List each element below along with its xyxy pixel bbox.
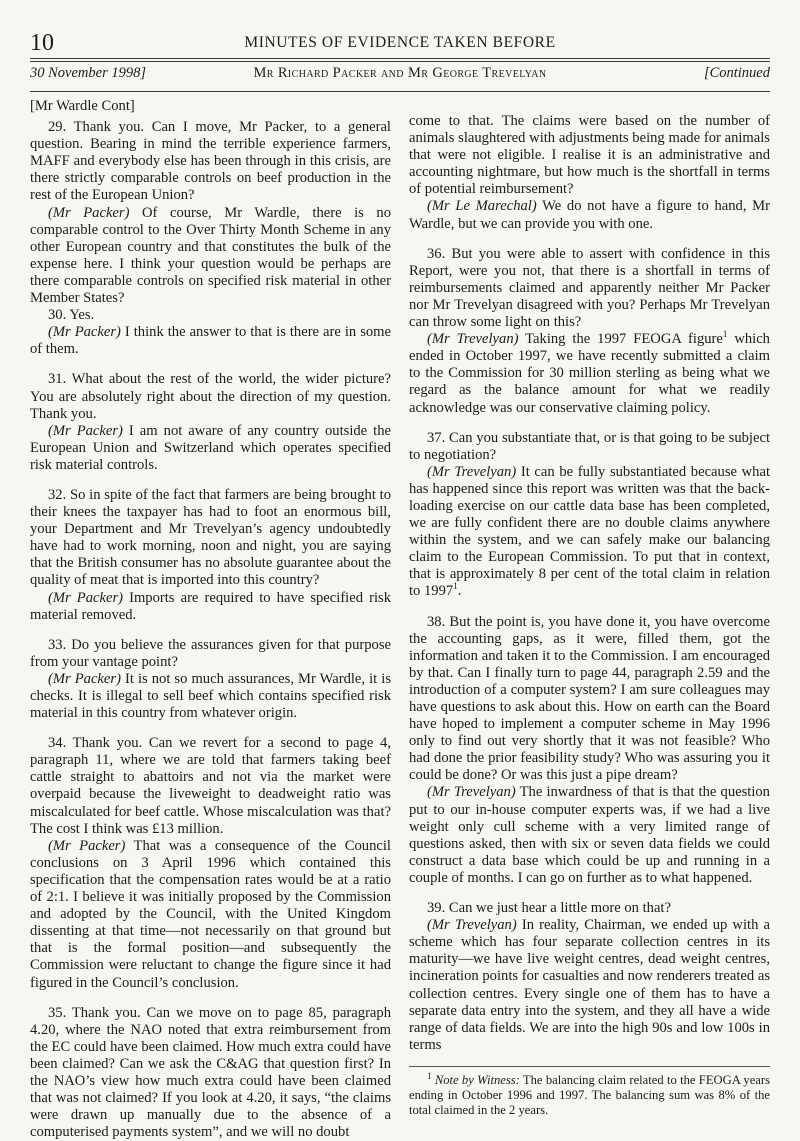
speaker: (Mr Trevelyan): [427, 784, 516, 801]
answer-text: Taking the 1997 FEOGA figure: [518, 331, 723, 348]
footnote-ref: 1: [453, 581, 458, 592]
speaker: (Mr Trevelyan): [427, 917, 517, 934]
footnote-label: Note by Witness:: [434, 1072, 520, 1087]
answer-text: That was a consequence of the Council conclusions on 3 April 1996 which contained this specification that the compensation rates would be at a ratio of 2:1. I believe it was initially proposed by the Commission and adopted by the Council, with the United Kingdom dissenting at that time—not necessarily on that ground but that is the formal position—and subsequently the Commission were reluctant to change the figure since it had figured in the Council’s conclusion.: [30, 837, 391, 991]
speaker: (Mr Le Marechal): [427, 198, 537, 215]
answer-text: which ended in October 1997, we have recently submitted a claim to the Commission for 30 million sterling as being what we regard as the balance amount for what we readily acknowledge was our conservative claiming policy.: [409, 331, 770, 416]
speaker: (Mr Packer): [48, 670, 121, 687]
footnote-text: The balancing claim related to the FEOGA years ending in October 1996 and 1997. The balancing sum was 8% of the total claimed in the 2 years.: [409, 1072, 770, 1117]
answer-text: It can be fully substantiated because what has happened since this report was written was that the back-loading exercise on our cattle data base has been completed, we are fully confident there are no double claims anywhere within the system, and we can safely make our balancing claim to the European Commission. To put that in context, that is approximately 8 per cent of the total claim in relation to 1997: [409, 463, 770, 600]
answer-34: [30, 838, 391, 992]
question-32: 32. So in spite of the fact that farmers are being brought to their knees the taxpayer has had to foot an enormous bill, your Department and Mr Trevelyan’s agency undoubtedly have had to work morning, noon and night, you are saying that the British consumer has no absolute guarantee about the quality of meat that is imported into this country?: [30, 486, 391, 589]
page-header: [30, 30, 770, 54]
answer-text: Imports are required to have specified risk material removed.: [30, 589, 391, 623]
continuation-label: [Mr Wardle Cont]: [30, 98, 135, 114]
right-column: [409, 98, 770, 1118]
question-37: 37. Can you substantiate that, or is that going to be subject to negotiation?: [409, 429, 770, 463]
answer-39: [409, 917, 770, 1054]
answer-38: [409, 784, 770, 887]
answer-text: We do not have a figure to hand, Mr Wardle, but we can provide you with one.: [409, 198, 770, 232]
session-line: [30, 65, 770, 87]
speaker: (Mr Packer): [48, 204, 130, 221]
answer-text: Of course, Mr Wardle, there is no comparable control to the Over Thirty Month Scheme in any other European country and that constitutes the bulk of the expense here. I think your question would be perhaps are there comparable controls on specified risk material in other Member States?: [30, 204, 391, 307]
question-34: 34. Thank you. Can we revert for a second to page 4, paragraph 11, where we are told that farmers taking beef cattle straight to abattoirs and not via the market were overpaid because the liveweight to deadweight ratio was miscalculated for beef cattle. Whose miscalculation was that? The cost I think was £13 million.: [30, 735, 391, 837]
question-31: 31. What about the rest of the world, the wider picture? You are absolutely right about the direction of my question. Thank you.: [30, 371, 391, 422]
speaker: (Mr Trevelyan): [427, 463, 517, 480]
question-33: 33. Do you believe the assurances given for that purpose from your vantage point?: [30, 636, 391, 670]
answer-36: [409, 331, 770, 416]
witness-names: Mr Richard Packer and Mr George Trevelyan: [253, 65, 547, 81]
answer-text: I am not aware of any country outside the European Union and Switzerland which operates specified risk material controls.: [30, 422, 392, 473]
question-36: 36. But you were able to assert with confidence in this Report, were you not, that there is a shortfall in terms of reimbursements claimed and apparently neither Mr Packer nor Mr Trevelyan disagreed with you? Perhaps Mr Trevelyan can throw some light on this?: [409, 245, 770, 331]
answer-29: [30, 205, 391, 308]
question-35: 35. Thank you. Can we move on to page 85, paragraph 4.20, where the NAO noted that extra reimbursement from the EC could have been claimed. How much extra could have been claimed? Can we ask the C&AG that question first? In the NAO’s view how much extra could have been claimed that was not claimed? If you look at 4.20, it says, “the claims were drawn up manually due to the absence of a computerised payments system”, and we will no doubt: [30, 1004, 391, 1141]
footnote: [409, 1070, 770, 1118]
question-35-continued: come to that. The claims were based on the number of animals slaughtered with adjustments being made for animals that were not eligible. I realise it is an administrative and accounting nightmare, but how much is the shortfall in terms of potential reimbursement?: [409, 113, 770, 198]
answer-text: I think the answer to that is there are in some of them.: [30, 324, 392, 358]
answer-text: .: [457, 583, 462, 600]
answer-text: It is not so much assurances, Mr Wardle, it is checks. It is illegal to sell beef which contains specified risk material in this country from whatever origin.: [30, 670, 391, 722]
answer-37: [409, 464, 770, 601]
answer-30: [30, 324, 391, 358]
header-rule-double: [30, 61, 770, 62]
question-38: 38. But the point is, you have done it, you have overcome the accounting gaps, as it were, filled them, got the information and taken it to the Commission. I am encouraged by that. Can I finally turn to page 44, paragraph 2.59 and the introduction of a computer system? I am sure colleagues may have questions to ask about this. How on earth can the Board have hoped to implement a computer scheme in May 1996 only to find out very shortly that it was not feasible? Who had done the prior feasibility study? Who was assuring you it could be done? Or was this just a pipe dream?: [409, 613, 770, 784]
answer-text: The inwardness of that is that the question put to our in-house computer experts was, if we had a live weight only cull scheme with a very limited range of questions asked, then with six or seven data fields we could construct a data base which could be up and running in a couple of months. I can go on further as to what happened.: [409, 784, 770, 886]
speaker: (Mr Trevelyan): [427, 331, 519, 348]
page-number: 10: [30, 30, 54, 56]
answer-35: [409, 198, 770, 232]
answer-32: [30, 590, 391, 624]
answer-31: [30, 423, 391, 474]
left-column: [30, 98, 391, 1141]
session-date: 30 November 1998]: [30, 65, 146, 81]
question-39: 39. Can we just hear a little more on that?: [427, 900, 671, 917]
speaker: (Mr Packer): [48, 324, 121, 341]
question-29: 29. Thank you. Can I move, Mr Packer, to a general question. Bearing in mind the terrible experience farmers, MAFF and everybody else has been through in this crisis, are there strictly comparable controls on beef production in the rest of the European Union?: [30, 119, 391, 204]
continued-label: [Continued: [703, 65, 770, 81]
speaker: (Mr Packer): [48, 422, 123, 439]
answer-text: In reality, Chairman, we ended up with a scheme which has four separate collection centres in its maturity—we have live weight centres, dead weight centres, incineration points for casualties and now renderers treated as collection centres. Every single one of them has to have a separate data entry into the system, and they all have a wide range of data fields. We are into the high 90s and low 100s in terms: [409, 917, 770, 1053]
speaker: (Mr Packer): [48, 837, 126, 854]
question-30: 30. Yes.: [48, 307, 95, 324]
footnote-rule: [409, 1066, 770, 1067]
footnote-ref: 1: [722, 329, 728, 340]
speaker: (Mr Packer): [48, 589, 123, 606]
running-head: MINUTES OF EVIDENCE TAKEN BEFORE: [244, 34, 556, 51]
footnote-mark: 1: [427, 1070, 432, 1081]
subhead-rule: [30, 91, 770, 92]
answer-33: [30, 671, 391, 722]
header-rule: [30, 58, 770, 59]
